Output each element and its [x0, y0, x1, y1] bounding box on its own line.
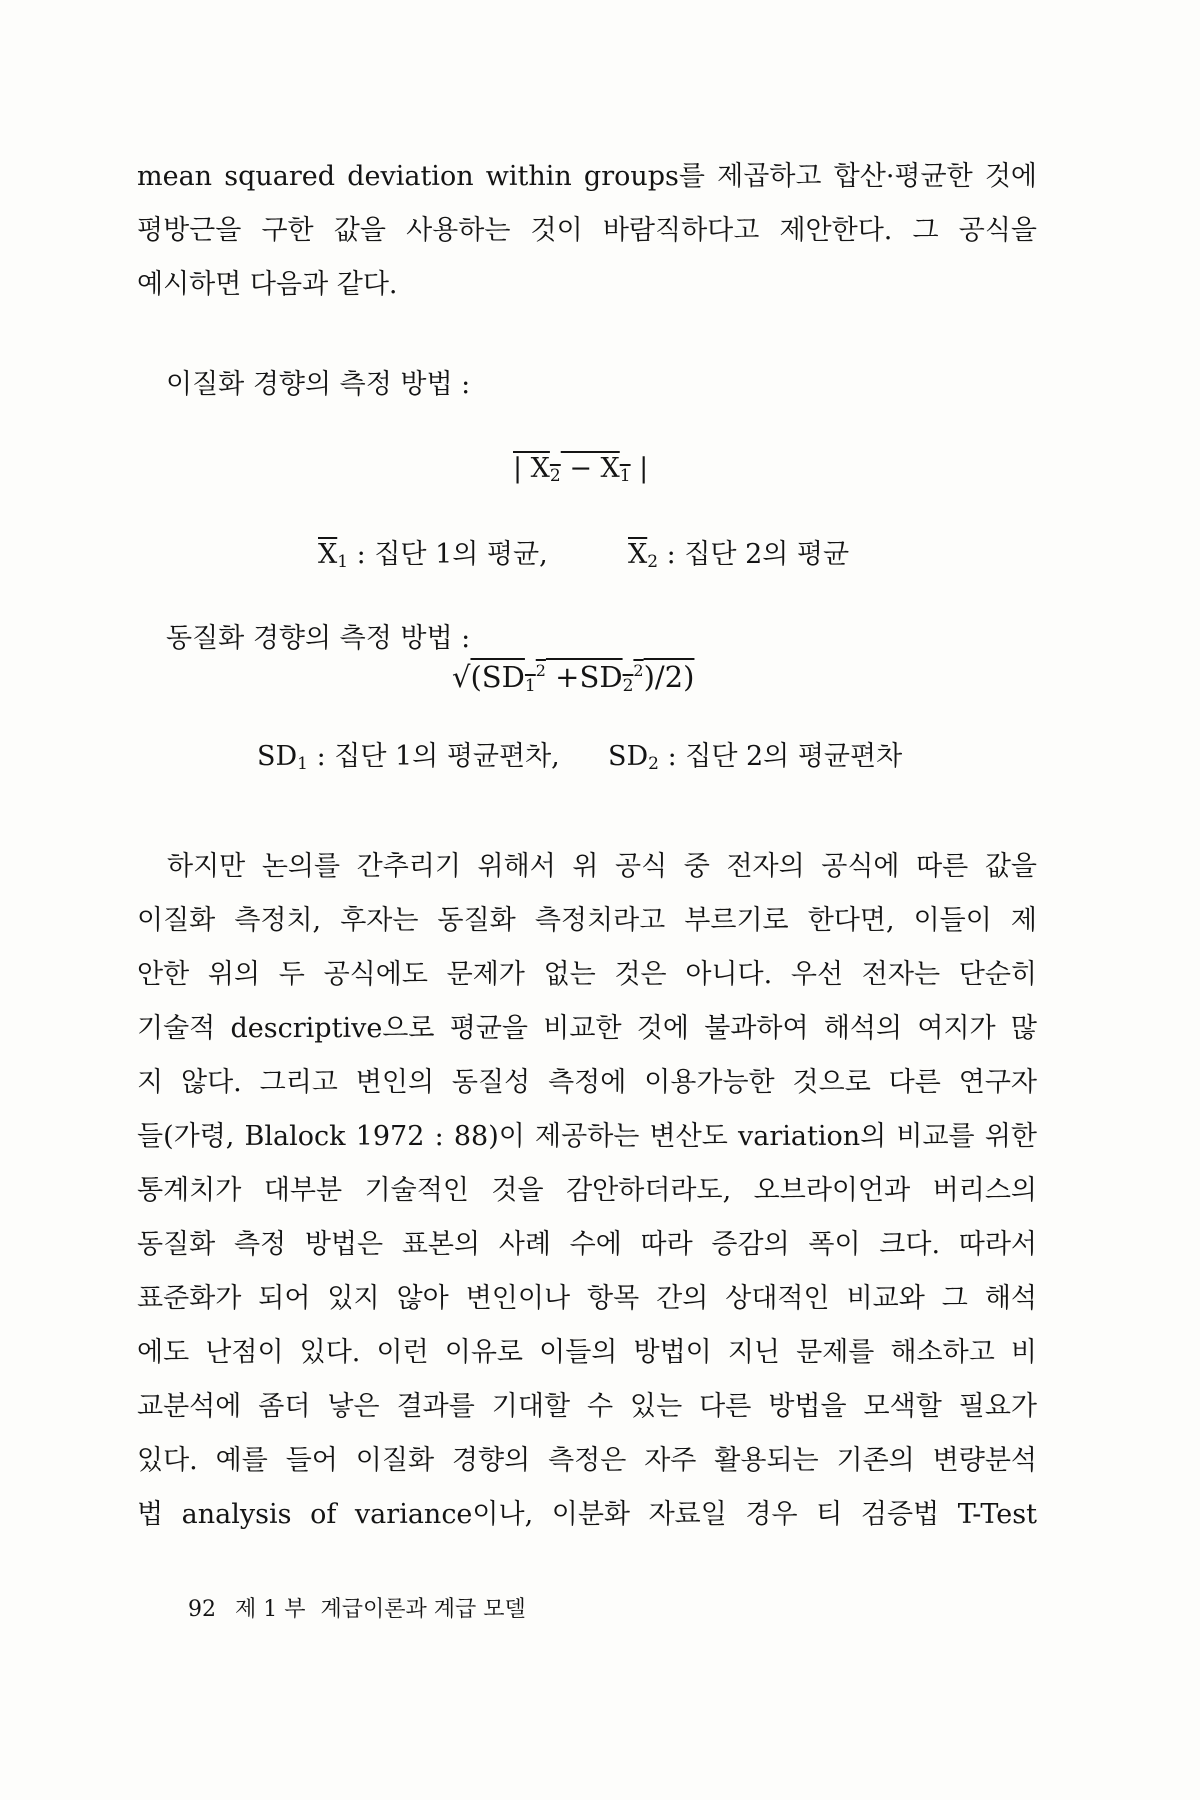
text-line: 교분석에 좀더 낳은 결과를 기대할 수 있는 다른 방법을 모색할 필요가: [137, 1391, 1037, 1422]
text-line: 통계치가 대부분 기술적인 것을 감안하더라도, 오브라이언과 버리스의: [137, 1175, 1037, 1206]
formula-x2: | $X_2$: [513, 453, 561, 486]
text-line: 평방근을 구한 값을 사용하는 것이 바람직하다고 제안한다. 그 공식을: [137, 215, 1037, 246]
heterogeneity-definition-2: $\overline{X}_2$ : 집단 2의 평균: [628, 539, 850, 572]
sqrt-radicand: $(SD_1^2 +SD_2^2)/2$): [470, 660, 695, 696]
formula-x1: − $X_1$: [560, 453, 631, 486]
text-line: 동질화 측정 방법은 표본의 사례 수에 따라 증감의 폭이 크다. 따라서: [137, 1229, 1037, 1260]
sqrt-sign: √: [452, 660, 471, 694]
homogeneity-definition-2: $SD_2$ : 집단 2의 평균편차: [608, 741, 903, 774]
body-paragraph: [137, 840, 1037, 1542]
text-line: 에도 난점이 있다. 이런 이유로 이들의 방법이 지닌 문제를 해소하고 비: [137, 1337, 1037, 1368]
heterogeneity-definition-1: $\overline{X}_1$ : 집단 1의 평균,: [318, 539, 548, 572]
homogeneity-formula: [452, 660, 694, 696]
text-line: 예시하면 다음과 같다.: [137, 269, 398, 300]
page-number: 92: [188, 1597, 216, 1622]
part-label: 제 1 부: [235, 1597, 306, 1622]
text-line: 이질화 측정치, 후자는 동질화 측정치라고 부르기로 한다면, 이들이 제: [137, 905, 1037, 936]
page-footer: [188, 1592, 526, 1623]
text-line: 지 않다. 그리고 변인의 동질성 측정에 이용가능한 것으로 다른 연구자: [137, 1067, 1037, 1098]
text-line: 하지만 논의를 간추리기 위해서 위 공식 중 전자의 공식에 따른 값을: [167, 851, 1037, 882]
homogeneity-label: 동질화 경향의 측정 방법 :: [166, 623, 471, 654]
text-line: 법 analysis of variance이나, 이분화 자료일 경우 티 검증법 T-Test: [137, 1499, 1037, 1530]
text-line: 안한 위의 두 공식에도 문제가 없는 것은 아니다. 우선 전자는 단순히: [137, 959, 1037, 990]
text-line: 들(가령, Blalock 1972 : 88)이 제공하는 변산도 variation의 비교를 위한: [137, 1121, 1037, 1152]
chapter-title: 계급이론과 계급 모델: [320, 1597, 526, 1622]
text-line: mean squared deviation within groups를 제곱하고 합산·평균한 것에: [137, 161, 1037, 192]
homogeneity-definition-1: $SD_1$ : 집단 1의 평균편차,: [257, 741, 560, 774]
text-line: 기술적 descriptive으로 평균을 비교한 것에 불과하여 해석의 여지가 많: [137, 1013, 1037, 1044]
text-line: 표준화가 되어 있지 않아 변인이나 항목 간의 상대적인 비교와 그 해석: [137, 1283, 1037, 1314]
intro-paragraph: [137, 150, 1037, 312]
heterogeneity-formula: | $X_2 - X_1$ |: [513, 453, 649, 486]
text-line: 있다. 예를 들어 이질화 경향의 측정은 자주 활용되는 기존의 변량분석: [137, 1445, 1037, 1476]
heterogeneity-label: 이질화 경향의 측정 방법 :: [166, 369, 471, 400]
